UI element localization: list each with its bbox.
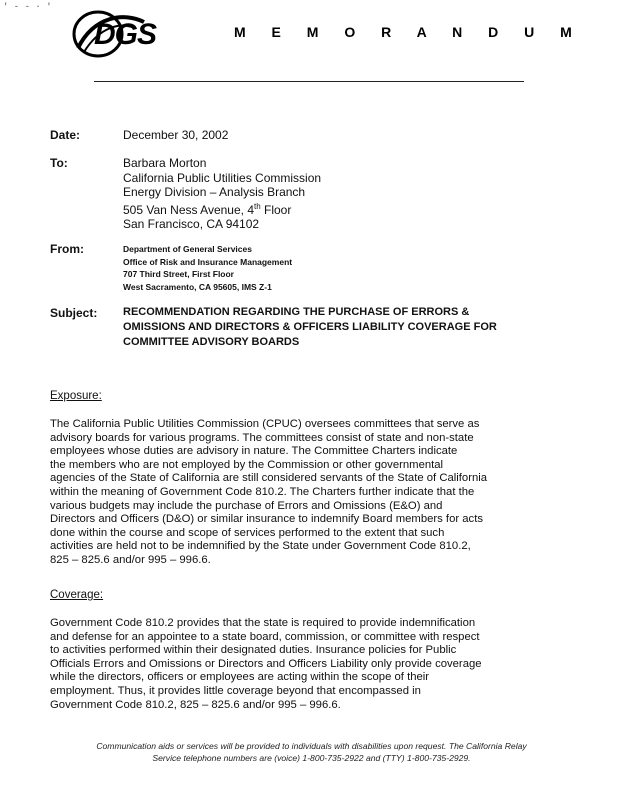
to-line: California Public Utilities Commission [123,170,322,185]
subject-text: RECOMMENDATION REGARDING THE PURCHASE OF ERRORS & OMISSIONS AND DIRECTORS & OFFICERS LIABILITY COVERAGE FOR COMMITTEE ADVISORY BOARDS [123,306,497,348]
paragraph-line: done within the course and scope of services performed to the extent that such [50,526,445,539]
paragraph-line: within the meaning of Government Code 810.2. The Charters further indicate that the [50,485,475,498]
footer-line: Communication aids or services will be provided to individuals with disabilities upon request. The California Relay [96,741,527,751]
paragraph-line: Officials Errors and Omissions or Directors and Officers Liability only provide coverage [50,657,482,670]
paragraph-line: The California Public Utilities Commission (CPUC) oversees committees that serve as [50,418,480,430]
to-line: Barbara Morton [123,156,207,170]
paragraph-line: 825 – 825.6 and/or 995 – 996.6. [50,553,211,566]
scan-marks: ' - - · ' [3,2,52,12]
paragraph-line: and defense for an appointee to a state board, commission, or committee with respect [50,630,480,643]
from-line: Department of General Services [123,244,252,254]
coverage-heading: Coverage: [50,589,104,601]
to-address [123,156,321,232]
paragraph-line: Directors and Officers (D&O) or similar insurance to indemnify Board members for acts [50,513,483,526]
header-divider [94,81,524,82]
logo-text: DGS [94,18,157,51]
paragraph-line: employment. Thus, it provides little coverage beyond that encompassed in [50,684,421,697]
exposure-heading: Exposure: [50,390,102,402]
memo-title: M E M O R A N D U M [234,24,583,40]
coverage-paragraph [50,617,590,712]
paragraph-line: Government Code 810.2, 825 – 825.6 and/or 995 – 996.6. [50,698,341,711]
to-line [123,200,321,218]
accessibility-footer [0,740,623,764]
to-ordinal: th [254,201,261,211]
paragraph-line: employees whose duties are advisory in nature. The Committee Charters indicate [50,445,458,458]
from-line: West Sacramento, CA 95605, IMS Z-1 [123,281,272,292]
to-street: 505 Van Ness Avenue, 4 [123,202,254,217]
paragraph-line: Government Code 810.2 provides that the state is required to provide indemnification [50,617,476,629]
to-floor: Floor [260,202,292,217]
from-line: 707 Third Street, First Floor [123,269,234,279]
from-address [123,243,292,293]
from-label: From: [50,242,84,256]
date-value: December 30, 2002 [123,128,229,142]
paragraph-line: various budgets may include the purchase of Errors and Omissions (E&O) and [50,499,443,512]
date-label: Date: [50,128,81,142]
dgs-logo [64,8,156,60]
exposure-paragraph [50,418,590,568]
to-line: San Francisco, CA 94102 [123,217,260,231]
footer-line: Service telephone numbers are (voice) 1-800-735-2922 and (TTY) 1-800-735-2929. [152,753,471,763]
paragraph-line: while the directors, officers or employees are acting within the scope of their [50,671,430,684]
paragraph-line: activities are held not to be indemnified by the State under Government Code 810.2, [50,540,471,553]
paragraph-line: to activities performed within their designated duties. Insurance policies for Public [50,644,457,657]
to-line: Energy Division – Analysis Branch [123,185,306,199]
paragraph-line: advisory boards for various programs. The committees consist of state and non-state [50,431,474,444]
to-label: To: [50,156,68,170]
subject-label: Subject: [50,306,98,320]
from-line: Office of Risk and Insurance Management [123,256,293,267]
paragraph-line: the members who are not employed by the Commission or other governmental [50,458,444,471]
paragraph-line: agencies of the State of California are still considered servants of the State of California [50,472,488,485]
